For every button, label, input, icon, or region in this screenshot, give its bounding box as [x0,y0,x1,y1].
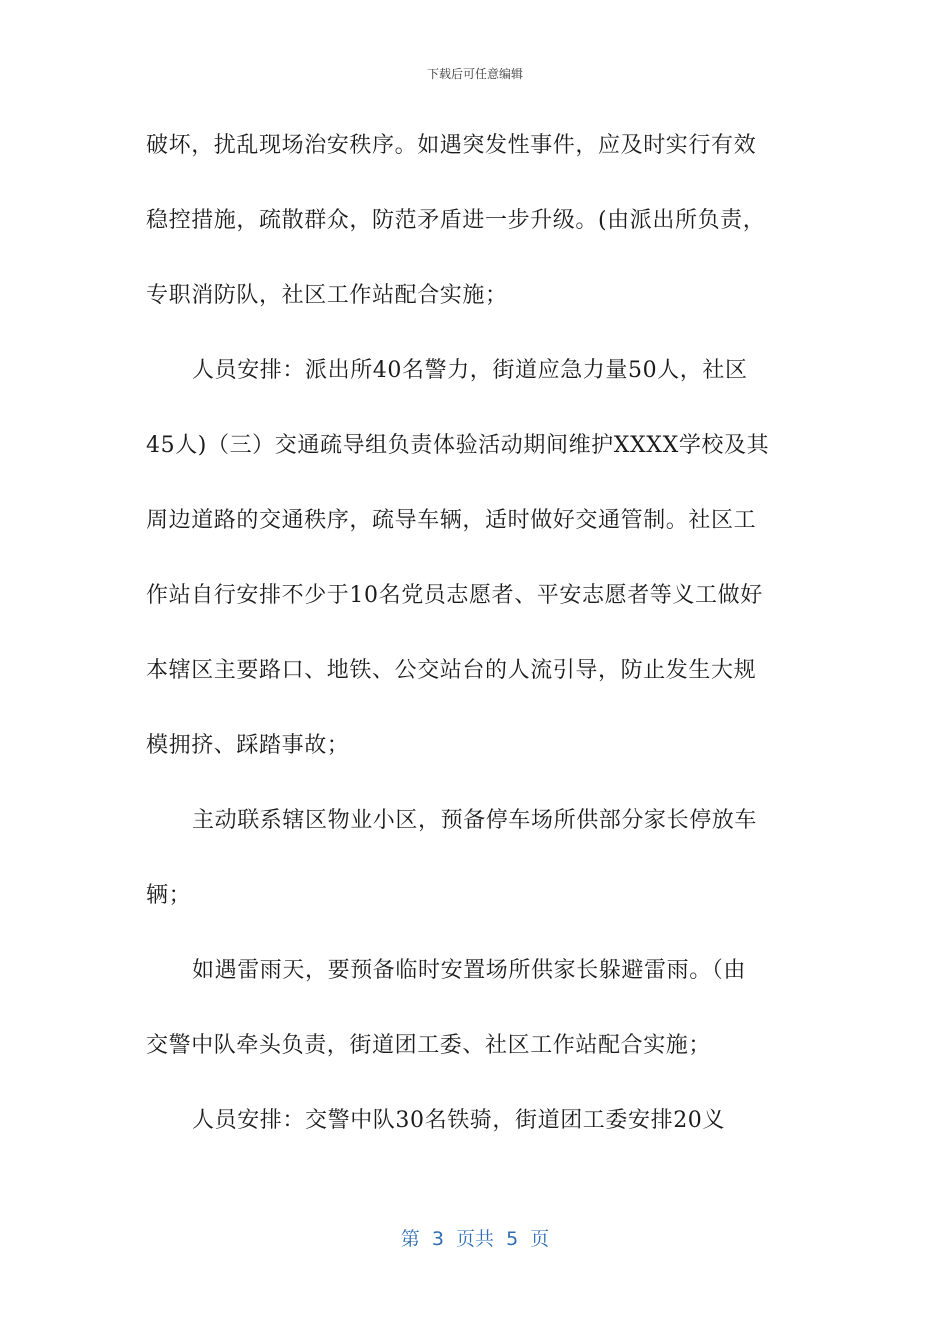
page-header-note: 下载后可任意编辑 [426,67,523,81]
body-line: 模拥挤、踩踏事故； [146,733,350,758]
body-line: 45人)（三）交通疏导组负责体验活动期间维护XXXX学校及其 [146,433,770,458]
body-line: 交警中队牵头负责，街道团工委、社区工作站配合实施； [146,1033,712,1058]
body-line: 主动联系辖区物业小区，预备停车场所供部分家长停放车 [192,808,758,833]
body-line: 作站自行安排不少于10名党员志愿者、平安志愿者等义工做好 [146,583,763,608]
body-line: 人员安排：派出所40名警力，街道应急力量50人，社区 [192,358,748,383]
document-body [146,121,806,1171]
body-line: 周边道路的交通秩序，疏导车辆，适时做好交通管制。社区工 [146,508,757,533]
body-line: 破坏，扰乱现场治安秩序。如遇突发性事件，应及时实行有效 [146,133,757,158]
body-line: 稳控措施，疏散群众，防范矛盾进一步升级。(由派出所负责， [146,208,766,233]
body-line: 人员安排：交警中队30名铁骑，街道团工委安排20义 [192,1108,725,1133]
body-line: 专职消防队，社区工作站配合实施； [146,283,508,308]
body-line: 辆； [146,883,192,908]
body-line: 如遇雷雨天，要预备临时安置场所供家长躲避雷雨。（由 [192,958,747,983]
body-line: 本辖区主要路口、地铁、公交站台的人流引导，防止发生大规 [146,658,757,683]
page-number-footer: 第 3 页共 5 页 [400,1228,550,1250]
